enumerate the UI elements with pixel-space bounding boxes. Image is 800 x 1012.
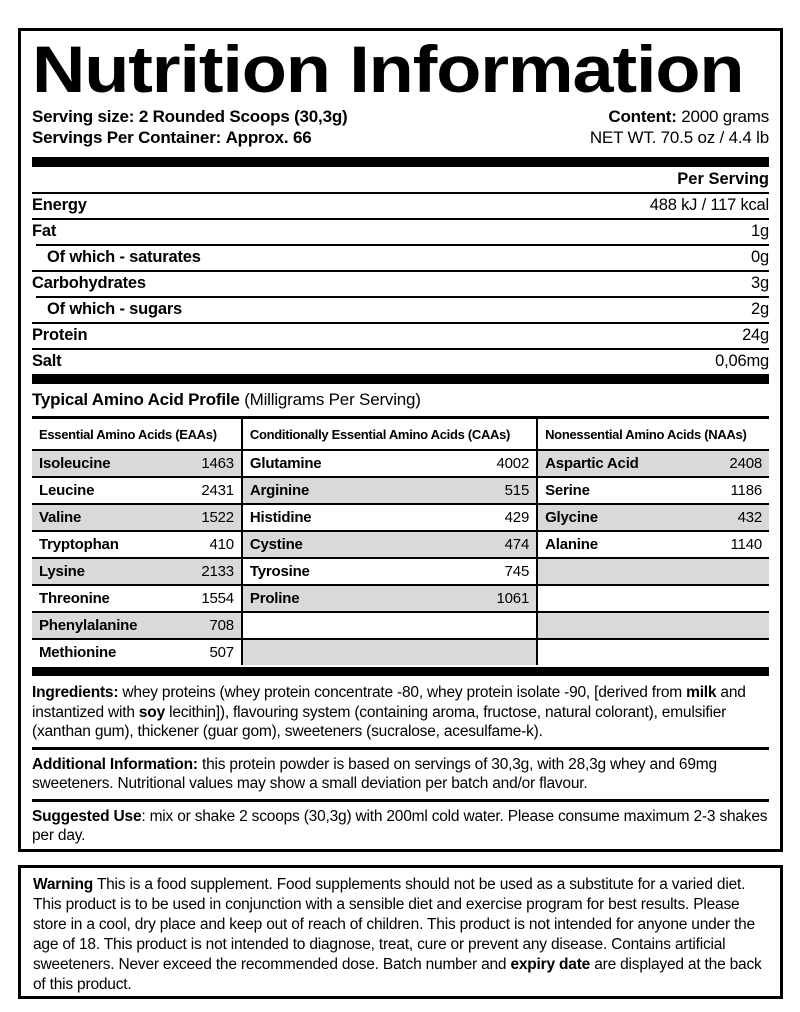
content-value: 2000 grams (681, 107, 769, 126)
suggested-use-paragraph: Suggested Use: mix or shake 2 scoops (30,3g) with 200ml cold water. Please consume maximum 2-3 shakes per day. (32, 807, 768, 844)
amino-cell (243, 478, 536, 503)
per-serving-column-header: Per Serving (677, 170, 769, 188)
nutrient-row-protein (32, 322, 769, 348)
nutrient-value: 0,06mg (715, 351, 769, 370)
amino-cell (538, 640, 769, 665)
amino-cell (243, 586, 536, 611)
amino-cell (243, 559, 536, 584)
amino-cell (538, 532, 769, 557)
nutrient-value: 488 kJ / 117 kcal (649, 195, 769, 214)
serving-header (32, 106, 769, 148)
amino-column-header-naas: Nonessential Amino Acids (NAAs) (538, 419, 769, 449)
nutrient-label: Of which - sugars (47, 299, 183, 318)
amino-value: 410 (209, 536, 234, 553)
amino-value: 708 (209, 617, 234, 634)
amino-cell (538, 478, 769, 503)
section-divider-bar (32, 667, 769, 676)
amino-value: 1186 (730, 482, 762, 499)
nutrition-label-panel (18, 28, 783, 852)
amino-value: 432 (737, 509, 762, 526)
amino-value: 1463 (201, 455, 234, 472)
amino-cell (32, 613, 241, 638)
amino-name: Phenylalanine (39, 617, 138, 634)
nutrient-value: 1g (751, 221, 769, 240)
nutrient-value: 24g (742, 325, 769, 344)
serving-size-value: 2 Rounded Scoops (30,3g) (138, 107, 348, 126)
amino-cell (538, 451, 769, 476)
amino-cell (32, 559, 241, 584)
amino-cell (538, 559, 769, 584)
amino-cell (538, 505, 769, 530)
nutrient-value: 0g (751, 247, 769, 266)
amino-column-header-caas: Conditionally Essential Amino Acids (CAAs) (243, 419, 536, 449)
amino-name: Histidine (249, 509, 312, 526)
amino-value: 1554 (201, 590, 234, 607)
ingredients-paragraph: Ingredients: whey proteins (whey protein concentrate -80, whey protein isolate -90, [derived from milk and instantized with soy lecithin]), flavouring system (containing aroma, fructose, natural colorant), emulsifier (xanthan gum), thickener (guar gom), sweeteners (sucralose, acesulfame-k). (32, 684, 746, 740)
nutrient-row-fat (32, 218, 769, 244)
amino-cell (243, 640, 536, 665)
amino-cell (538, 613, 769, 638)
amino-value: 474 (504, 536, 530, 553)
amino-name: Tyrosine (249, 563, 310, 580)
amino-cell (32, 505, 241, 530)
amino-cell (243, 451, 536, 476)
nutrient-label: Protein (32, 325, 88, 344)
amino-name: Proline (249, 590, 300, 607)
paragraph-divider (32, 747, 769, 750)
amino-cell (32, 478, 241, 503)
warning-box: Warning This is a food supplement. Food supplements should not be used as a substitute for a varied diet. This product is to be used in conjunction with a sensible diet and exercise program for best results. Please store in a cool, dry place and keep out of reach of children. This product is not intended for anyone under the age of 18. This product is not intended to diagnose, treat, cure or prevent any disease. Contains artificial sweeteners. Never exceed the recommended dose. Batch number and expiry date are displayed at the back of this product. (18, 865, 783, 999)
nutrient-row-sugars (32, 296, 769, 322)
servings-per-container-value: Approx. 66 (225, 128, 312, 147)
net-weight-line: NET WT. 70.5 oz / 4.4 lb (589, 128, 769, 147)
amino-value: 1061 (496, 590, 530, 607)
nutrient-row-carbohydrates (32, 270, 769, 296)
amino-value: 4002 (496, 455, 530, 472)
amino-cell (32, 586, 241, 611)
amino-name: Tryptophan (39, 536, 119, 553)
amino-name: Alanine (545, 536, 598, 553)
amino-name: Arginine (249, 482, 310, 499)
content-label: Content: (608, 107, 677, 126)
amino-name: Serine (545, 482, 590, 499)
nutrient-row-energy (32, 192, 769, 218)
amino-value: 745 (504, 563, 530, 580)
nutrient-row-salt (32, 348, 769, 374)
amino-cell (243, 532, 536, 557)
amino-cell (32, 451, 241, 476)
content-line (590, 106, 769, 127)
servings-per-container-line (32, 127, 347, 148)
nutrient-rows (32, 192, 769, 374)
nutrient-value: 3g (751, 273, 769, 292)
nutrient-label: Salt (32, 351, 62, 370)
amino-cell (538, 586, 769, 611)
amino-cell (243, 613, 536, 638)
nutrient-value: 2g (751, 299, 769, 318)
amino-name: Aspartic Acid (545, 455, 639, 472)
amino-value: 515 (504, 482, 530, 499)
amino-cell (32, 640, 241, 665)
page-title: Nutrition Information (32, 32, 744, 106)
amino-value: 2408 (729, 455, 762, 472)
nutrient-label: Of which - saturates (47, 247, 201, 266)
serving-size-label: Serving size: (32, 107, 135, 126)
amino-name: Threonine (39, 590, 110, 607)
amino-profile-subtitle: (Milligrams Per Serving) (244, 390, 421, 409)
amino-name: Valine (39, 509, 82, 526)
amino-name: Leucine (39, 482, 95, 499)
amino-value: 1140 (730, 536, 762, 553)
serving-size-line (32, 106, 347, 127)
paragraph-divider (32, 799, 769, 802)
amino-cell (243, 505, 536, 530)
amino-value: 429 (504, 509, 530, 526)
amino-value: 2133 (201, 563, 234, 580)
amino-value: 507 (209, 644, 234, 661)
servings-per-container-label: Servings Per Container: (32, 128, 222, 147)
amino-name: Lysine (39, 563, 85, 580)
amino-name: Glycine (545, 509, 598, 526)
amino-profile-heading (32, 389, 769, 411)
section-divider-bar (32, 157, 769, 167)
content-info (590, 106, 769, 148)
amino-column-header-eaas: Essential Amino Acids (EAAs) (32, 419, 241, 449)
additional-info-paragraph: Additional Information: this protein powder is based on servings of 30,3g, with 28,3g whey and 69mg sweeteners. Nutritional values may show a small deviation per batch and/or flavour. (32, 755, 717, 792)
amino-cell (32, 532, 241, 557)
amino-name: Glutamine (249, 455, 322, 472)
nutrient-label: Carbohydrates (32, 273, 146, 292)
amino-value: 2431 (201, 482, 234, 499)
section-divider-bar (32, 374, 769, 384)
amino-name: Cystine (249, 536, 303, 553)
amino-name: Methionine (39, 644, 117, 661)
serving-info (32, 106, 347, 148)
nutrient-label: Fat (32, 221, 57, 240)
nutrient-label: Energy (32, 195, 87, 214)
amino-profile-title: Typical Amino Acid Profile (32, 390, 240, 409)
amino-value: 1522 (201, 509, 234, 526)
amino-acid-table (32, 416, 769, 665)
amino-name: Isoleucine (39, 455, 111, 472)
nutrient-row-saturates (32, 244, 769, 270)
